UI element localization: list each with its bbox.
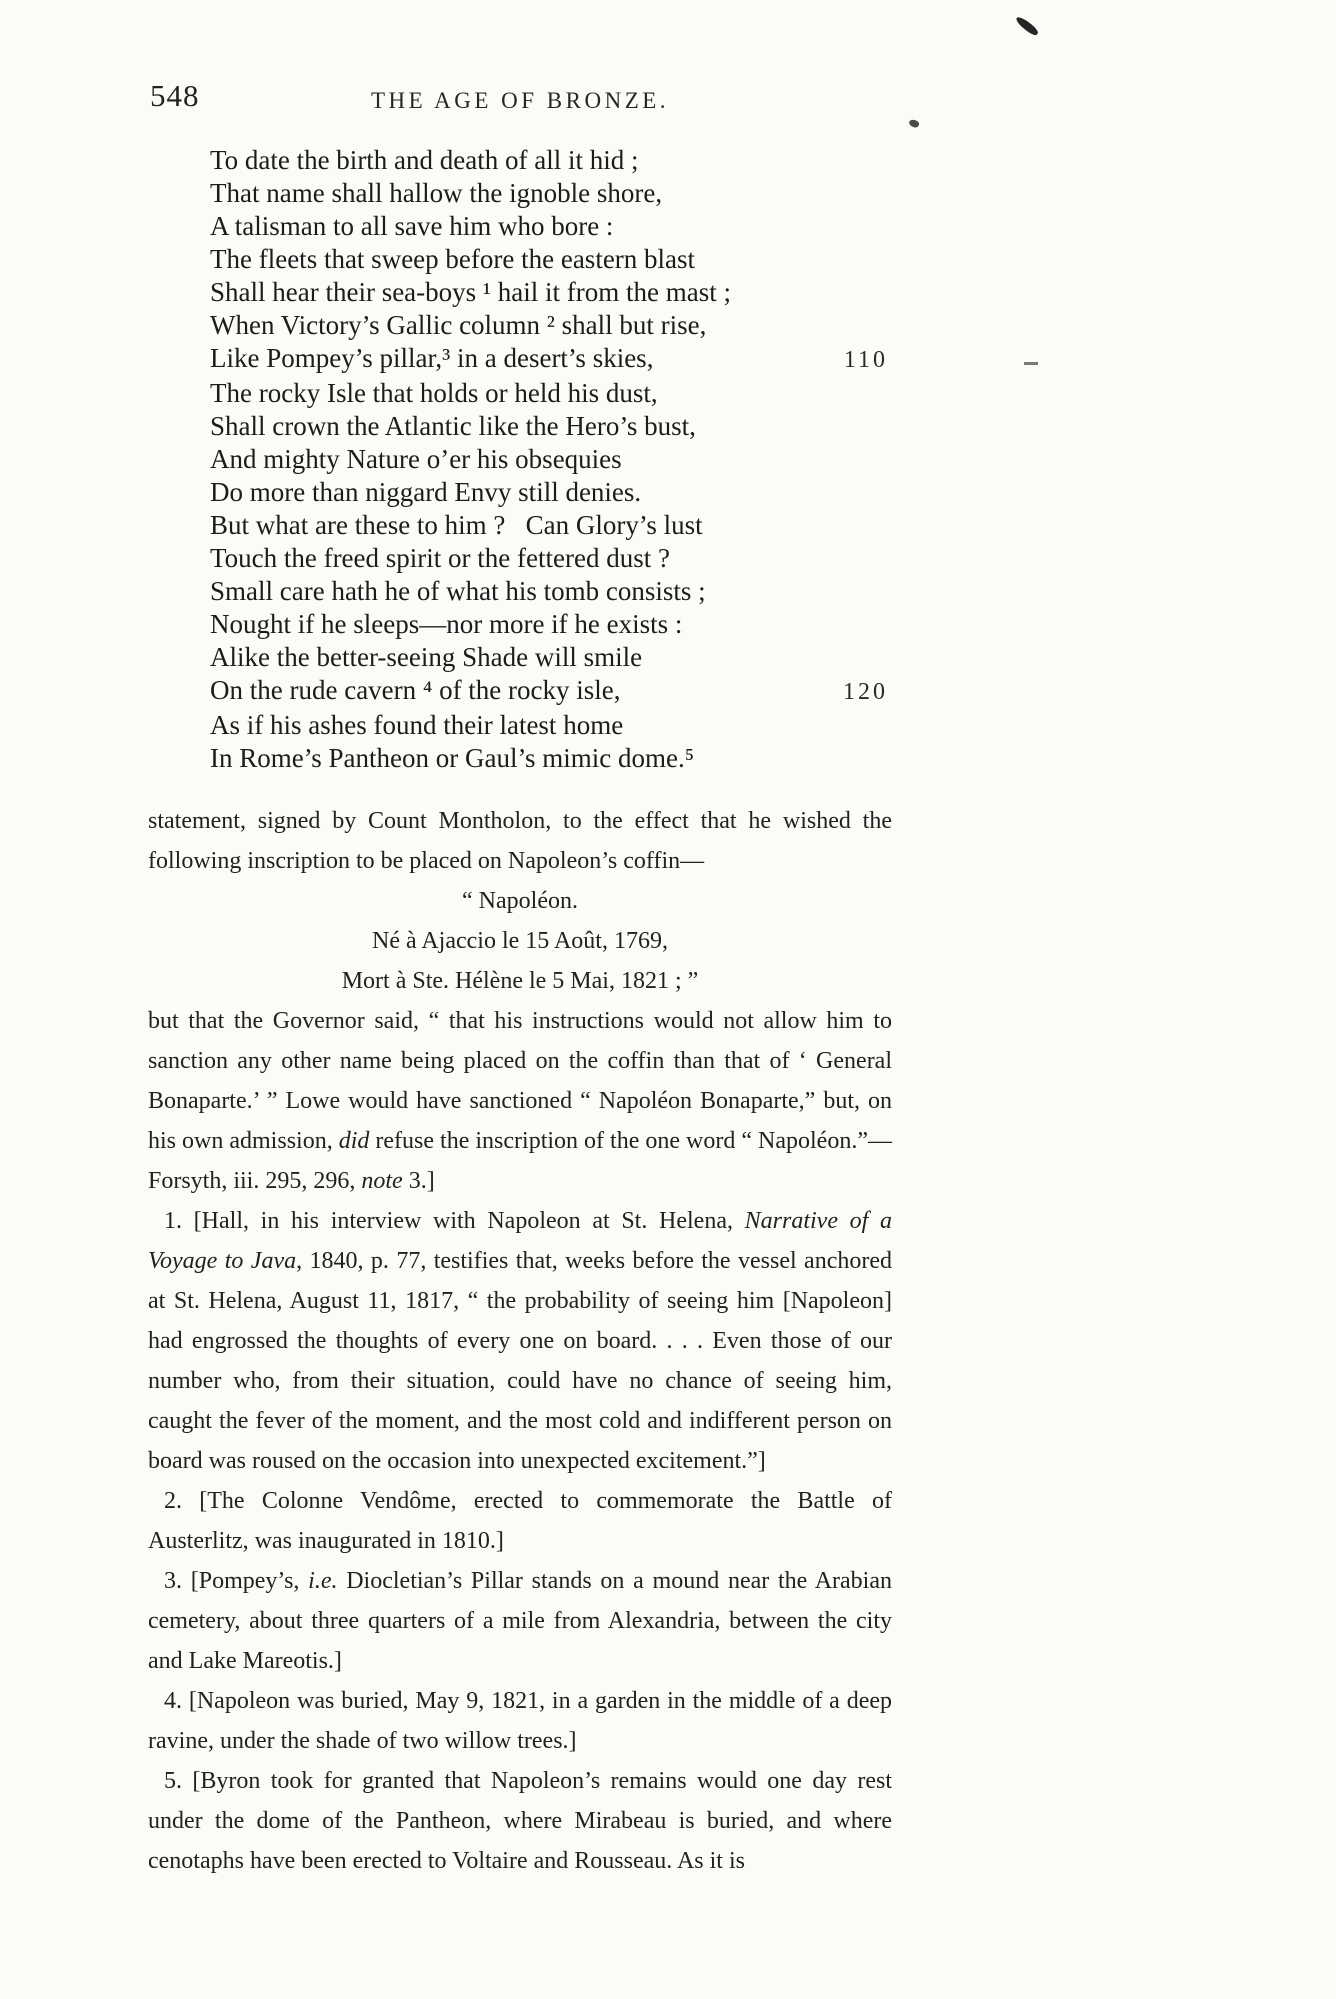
poem-line [210, 177, 892, 210]
poem-line-text: Small care hath he of what his tomb consists ; [210, 576, 706, 606]
poem-line-text: Shall hear their sea-boys ¹ hail it from the mast ; [210, 277, 731, 307]
running-title: THE AGE OF BRONZE. [370, 88, 670, 113]
footnote-paragraph: 1. [Hall, in his interview with Napoleon at St. Helena, Narrative of a Voyage to Java, 1840, p. 77, testifies that, weeks before the vessel anchored at St. Helena, August 11, 1817, “ the probability of seeing him [Napoleon] had engrossed the thoughts of every one on board. . . . Even those of our number who, from their situation, could have no chance of seeing him, caught the fever of the moment, and the most cold and indifferent person on board was roused on the occasion into unexpected excitement.”] [148, 1208, 893, 1474]
footnote-paragraph: 4. [Napoleon was buried, May 9, 1821, in a garden in the middle of a deep ravine, under the shade of two willow trees.] [148, 1688, 892, 1754]
footnote-paragraph: “ Napoléon. [462, 888, 578, 914]
footnote-paragraph: 5. [Byron took for granted that Napoleon’s remains would one day rest under the dome of the Pantheon, where Mirabeau is buried, and where cenotaphs have been erected to Voltaire and Rousseau. As it is [148, 1768, 892, 1874]
ink-speck [908, 118, 920, 129]
poem-line-number: 110 [843, 347, 888, 373]
poem-line-text: Touch the freed spirit or the fettered dust ? [210, 543, 670, 573]
poem-line-text: As if his ashes found their latest home [210, 710, 624, 740]
poem-line [210, 674, 892, 709]
poem-line [210, 443, 892, 476]
poem-line [210, 575, 892, 608]
poem-line-text: The rocky Isle that holds or held his dust, [210, 378, 658, 408]
poem-line [210, 742, 892, 775]
poem-line [210, 210, 892, 243]
poem-line [210, 542, 892, 575]
poem-line [210, 509, 892, 542]
footnote-paragraph: Mort à Ste. Hélène le 5 Mai, 1821 ; ” [341, 968, 699, 994]
running-header [148, 78, 892, 120]
footnote-paragraph: 2. [The Colonne Vendôme, erected to commemorate the Battle of Austerlitz, was inaugurated in 1810.] [148, 1488, 892, 1554]
ink-mark-corner [1014, 15, 1039, 37]
poem-line [210, 377, 892, 410]
poem-line [210, 608, 892, 641]
poem-line-text: And mighty Nature o’er his obsequies [210, 444, 622, 474]
ink-dash [1024, 362, 1038, 365]
text-block [148, 78, 893, 1881]
poem-line-text: When Victory’s Gallic column ² shall but rise, [210, 310, 707, 340]
poem-line-text: Alike the better-seeing Shade will smile [210, 642, 643, 672]
poem-line [210, 144, 892, 177]
poem-line-number: 120 [843, 679, 888, 705]
footnote-paragraph: statement, signed by Count Montholon, to the effect that he wished the following inscription to be placed on Napoleon’s coffin— [148, 808, 892, 874]
footnote-paragraph: but that the Governor said, “ that his instructions would not allow him to sanction any other name being placed on the coffin than that of ‘ General Bonaparte.’ ” Lowe would have sanctioned “ Napoléon Bonaparte,” but, on his own admission, did refuse the inscription of the one word “ Napoléon.”—Forsyth, iii. 295, 296, note 3.] [148, 1008, 892, 1194]
poem-line [210, 342, 892, 377]
poem-line [210, 476, 892, 509]
poem-line-text: Nought if he sleeps—nor more if he exists : [210, 609, 683, 639]
poem-line [210, 276, 892, 309]
poem-line-text: That name shall hallow the ignoble shore, [210, 178, 663, 208]
poem-line-text: Like Pompey’s pillar,³ in a desert’s skies, [210, 343, 654, 373]
poem-line-text: On the rude cavern ⁴ of the rocky isle, [210, 675, 621, 705]
poem-line-text: A talisman to all save him who bore : [210, 211, 614, 241]
poem-line-text: But what are these to him ? Can Glory’s lust [210, 510, 703, 540]
footnotes [148, 801, 892, 1881]
footnote-paragraph: 3. [Pompey’s, i.e. Diocletian’s Pillar stands on a mound near the Arabian cemetery, about three quarters of a mile from Alexandria, between the city and Lake Mareotis.] [148, 1568, 893, 1674]
poem-line-text: To date the birth and death of all it hid ; [210, 145, 639, 175]
poem-line [210, 309, 892, 342]
footnote-paragraph: Né à Ajaccio le 15 Août, 1769, [372, 928, 668, 954]
page-number: 548 [150, 78, 200, 113]
poem-line [210, 243, 892, 276]
poem-line [210, 709, 892, 742]
poem-line-text: Do more than niggard Envy still denies. [210, 477, 642, 507]
poem-line-text: The fleets that sweep before the eastern blast [210, 244, 696, 274]
poem-line [210, 410, 892, 443]
poem-line [210, 641, 892, 674]
poem [148, 144, 892, 775]
poem-line-text: In Rome’s Pantheon or Gaul’s mimic dome.⁵ [210, 743, 695, 773]
poem-line-text: Shall crown the Atlantic like the Hero’s bust, [210, 411, 696, 441]
